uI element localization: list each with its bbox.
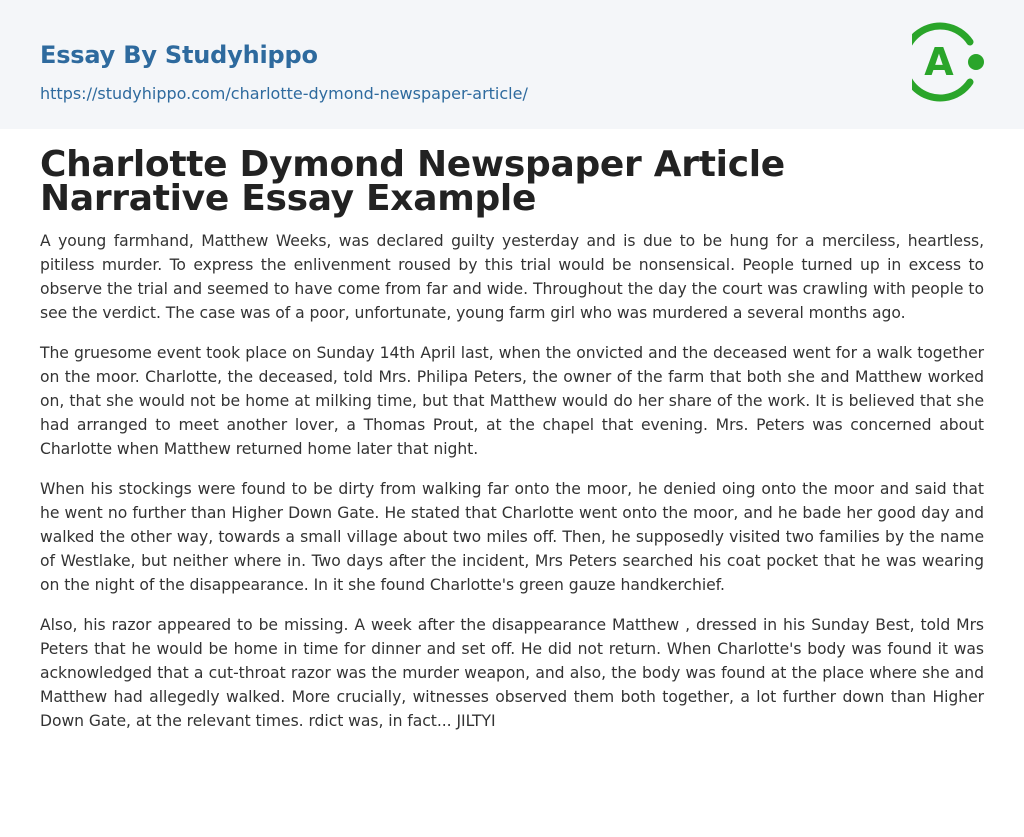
essay-paragraph: Also, his razor appeared to be missing. A week after the disappearance Matthew , dressed in his Sunday Best, told Mrs Peters that he would be home in time for dinner and set off. He did not return. When Charlotte's body was found it was acknowledged that a cut-throat razor was the murder weapon, and also, the body was found at the place where she and Matthew had allegedly walked. More crucially, witnesses observed them both together, a lot further down than Higher Down Gate, at the relevant times. rdict was, in fact... JILTYI — [40, 616, 984, 730]
essay-paragraph: The gruesome event took place on Sunday 14th April last, when the onvicted and the deceased went for a walk together on the moor. Charlotte, the deceased, told Mrs. Philipa Peters, the owner of the farm that both she and Matthew worked on, that she would not be home at milking time, but that Matthew would do her share of the work. It is believed that she had arranged to meet another lover, a Thomas Prout, at the chapel that evening. Mrs. Peters was concerned about Charlotte when Matthew returned home later that night. — [40, 344, 984, 458]
essay-title: Charlotte Dymond Newspaper Article Narrative Essay Example — [40, 144, 785, 219]
brand-title: Essay By Studyhippo — [40, 41, 318, 69]
essay-paragraph: When his stockings were found to be dirty from walking far onto the moor, he denied oing onto the moor and said that he went no further than Higher Down Gate. He stated that Charlotte went onto the moor, and he bade her good day and walked the other way, towards a small village about two miles off. Then, he supposedly visited two families by the name of Westlake, but neither where in. Two days after the incident, Mrs Peters searched his coat pocket that he was wearing on the night of the disappearance. In it she found Charlotte's green gauze handkerchief. — [40, 480, 984, 594]
essay-paragraph: A young farmhand, Matthew Weeks, was declared guilty yesterday and is due to be hung for a merciless, heartless, pitiless murder. To express the enlivenment roused by this trial would be nonsensical. People turned up in excess to observe the trial and seemed to have come from far and wide. Throughout the day the court was crawling with people to see the verdict. The case was of a poor, unfortunate, young farm girl who was murdered a several months ago. — [40, 232, 984, 322]
logo-dot — [968, 54, 984, 70]
logo-letter: A — [924, 40, 954, 84]
essay-body — [40, 229, 984, 749]
studyhippo-logo-icon[interactable] — [912, 19, 986, 105]
page-header — [0, 0, 1024, 129]
source-url-link[interactable]: https://studyhippo.com/charlotte-dymond-newspaper-article/ — [40, 84, 528, 103]
